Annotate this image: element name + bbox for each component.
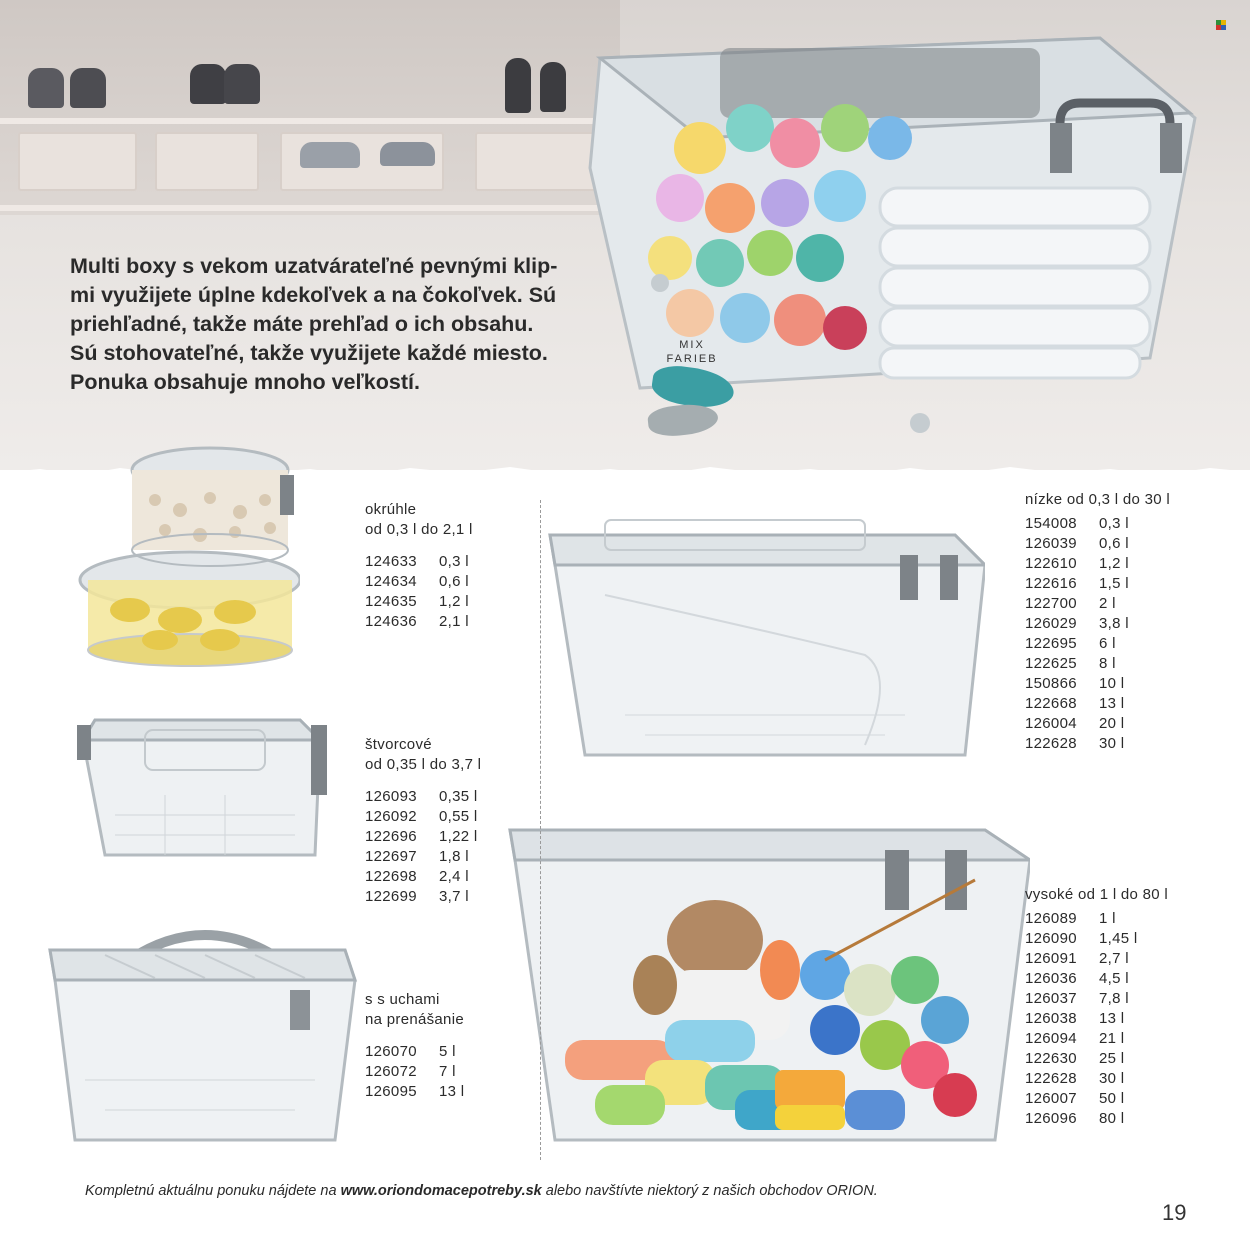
list-item bbox=[365, 1042, 464, 1062]
product-code: 154008 bbox=[1025, 515, 1077, 532]
mix-label: MIX bbox=[679, 339, 705, 351]
page-number: 19 bbox=[1162, 1200, 1187, 1225]
container-with-handles-image bbox=[45, 910, 360, 1150]
product-code: 126093 bbox=[365, 788, 417, 805]
product-code: 122630 bbox=[1025, 1050, 1077, 1067]
product-code: 126036 bbox=[1025, 970, 1077, 987]
product-size: 4,5 l bbox=[1099, 970, 1129, 987]
product-size: 13 l bbox=[1099, 695, 1125, 712]
product-code: 124635 bbox=[365, 593, 417, 610]
list-item bbox=[1025, 989, 1168, 1009]
shoe-image bbox=[190, 64, 226, 104]
square-title bbox=[365, 735, 481, 775]
product-size: 0,35 l bbox=[439, 788, 478, 805]
list-item bbox=[1025, 969, 1168, 989]
list-item bbox=[1025, 554, 1170, 574]
shoe-image bbox=[505, 58, 531, 113]
list-item bbox=[365, 1062, 464, 1082]
product-code: 122628 bbox=[1025, 735, 1077, 752]
mix-farieb-label bbox=[662, 338, 722, 366]
shoe-image bbox=[224, 64, 260, 104]
square-title-line2: od 0,35 l do 3,7 l bbox=[365, 756, 482, 773]
product-code: 126039 bbox=[1025, 535, 1077, 552]
list-item bbox=[1025, 1049, 1168, 1069]
handles-title bbox=[365, 990, 464, 1030]
product-code: 126007 bbox=[1025, 1090, 1077, 1107]
product-size: 10 l bbox=[1099, 675, 1125, 692]
product-size: 20 l bbox=[1099, 715, 1125, 732]
list-item bbox=[1025, 1029, 1168, 1049]
list-item bbox=[1025, 574, 1170, 594]
product-code: 126029 bbox=[1025, 615, 1077, 632]
product-size: 25 l bbox=[1099, 1050, 1125, 1067]
product-code: 124636 bbox=[365, 613, 417, 630]
shoe-image bbox=[540, 62, 566, 112]
product-size: 0,3 l bbox=[1099, 515, 1129, 532]
product-size: 1,8 l bbox=[439, 848, 469, 865]
product-code: 126095 bbox=[365, 1083, 417, 1100]
round-list bbox=[365, 500, 473, 632]
farieb-label: FARIEB bbox=[666, 353, 718, 365]
square-title-line1: štvorcové bbox=[365, 736, 432, 753]
corner-logo-icon bbox=[1216, 20, 1226, 30]
shoe-image bbox=[70, 68, 106, 108]
list-item bbox=[365, 552, 473, 572]
product-code: 126094 bbox=[1025, 1030, 1077, 1047]
product-size: 1 l bbox=[1099, 910, 1116, 927]
list-item bbox=[1025, 909, 1168, 929]
product-code: 126096 bbox=[1025, 1110, 1077, 1127]
product-code: 122700 bbox=[1025, 595, 1077, 612]
list-item bbox=[1025, 929, 1168, 949]
product-size: 0,6 l bbox=[439, 573, 469, 590]
list-item bbox=[1025, 734, 1170, 754]
product-size: 7,8 l bbox=[1099, 990, 1129, 1007]
closet-drawer bbox=[18, 132, 137, 191]
product-size: 3,7 l bbox=[439, 888, 469, 905]
round-title-line2: od 0,3 l do 2,1 l bbox=[365, 521, 473, 538]
handles-list bbox=[365, 990, 464, 1102]
product-size: 7 l bbox=[439, 1063, 456, 1080]
product-size: 21 l bbox=[1099, 1030, 1125, 1047]
product-code: 126070 bbox=[365, 1043, 417, 1060]
product-code: 126091 bbox=[1025, 950, 1077, 967]
list-item bbox=[365, 787, 481, 807]
low-title-line1: nízke od 0,3 l do 30 l bbox=[1025, 491, 1171, 508]
list-item bbox=[365, 867, 481, 887]
product-size: 5 l bbox=[439, 1043, 456, 1060]
round-title bbox=[365, 500, 473, 540]
closet-background bbox=[0, 0, 620, 215]
high-container-with-teddy-image bbox=[505, 820, 1030, 1160]
intro-text bbox=[70, 252, 610, 397]
list-item bbox=[365, 807, 481, 827]
list-item bbox=[365, 612, 473, 632]
list-item bbox=[365, 847, 481, 867]
low-list bbox=[1025, 490, 1170, 754]
product-size: 2,4 l bbox=[439, 868, 469, 885]
product-size: 1,2 l bbox=[1099, 555, 1129, 572]
intro-line: mi využijete úplne kdekoľvek a na čokoľvek. Sú bbox=[70, 283, 557, 307]
product-size: 80 l bbox=[1099, 1110, 1125, 1127]
handles-title-line1: s s uchami bbox=[365, 991, 440, 1008]
high-list bbox=[1025, 885, 1168, 1129]
product-code: 126089 bbox=[1025, 910, 1077, 927]
product-size: 1,22 l bbox=[439, 828, 478, 845]
product-code: 122625 bbox=[1025, 655, 1077, 672]
footer-text-post: alebo navštívte niektorý z našich obchodov ORION. bbox=[541, 1183, 878, 1199]
list-item bbox=[1025, 1009, 1168, 1029]
high-title bbox=[1025, 885, 1168, 905]
product-code: 126004 bbox=[1025, 715, 1077, 732]
product-size: 0,3 l bbox=[439, 553, 469, 570]
product-code: 122668 bbox=[1025, 695, 1077, 712]
list-item bbox=[1025, 949, 1168, 969]
list-item bbox=[1025, 654, 1170, 674]
list-item bbox=[1025, 614, 1170, 634]
handles-title-line2: na prenášanie bbox=[365, 1011, 464, 1028]
round-title-line1: okrúhle bbox=[365, 501, 417, 518]
product-code: 122695 bbox=[1025, 635, 1077, 652]
list-item bbox=[365, 887, 481, 907]
product-size: 30 l bbox=[1099, 735, 1125, 752]
intro-line: Multi boxy s vekom uzatvárateľné pevnými klip- bbox=[70, 254, 558, 278]
product-code: 122610 bbox=[1025, 555, 1077, 572]
shoe-image bbox=[380, 142, 435, 166]
high-title-line1: vysoké od 1 l do 80 l bbox=[1025, 886, 1169, 903]
round-containers-image bbox=[70, 430, 300, 670]
square-container-image bbox=[75, 695, 335, 865]
list-item bbox=[365, 827, 481, 847]
list-item bbox=[1025, 694, 1170, 714]
intro-line: Sú stohovateľné, takže využijete každé miesto. bbox=[70, 341, 548, 365]
list-item bbox=[1025, 534, 1170, 554]
product-size: 1,5 l bbox=[1099, 575, 1129, 592]
product-size: 1,2 l bbox=[439, 593, 469, 610]
product-size: 2,1 l bbox=[439, 613, 469, 630]
list-item bbox=[1025, 674, 1170, 694]
product-size: 13 l bbox=[1099, 1010, 1125, 1027]
product-size: 3,8 l bbox=[1099, 615, 1129, 632]
list-item bbox=[365, 1082, 464, 1102]
closet-shelf bbox=[0, 205, 620, 211]
product-size: 13 l bbox=[439, 1083, 465, 1100]
hero-photo bbox=[0, 0, 1250, 470]
product-code: 122698 bbox=[365, 868, 417, 885]
product-code: 124633 bbox=[365, 553, 417, 570]
product-size: 6 l bbox=[1099, 635, 1116, 652]
product-code: 124634 bbox=[365, 573, 417, 590]
product-code: 122697 bbox=[365, 848, 417, 865]
product-code: 126037 bbox=[1025, 990, 1077, 1007]
list-item bbox=[1025, 514, 1170, 534]
list-item bbox=[365, 572, 473, 592]
shoe-image bbox=[28, 68, 64, 108]
product-size: 8 l bbox=[1099, 655, 1116, 672]
product-size: 0,55 l bbox=[439, 808, 478, 825]
closet-shelf bbox=[0, 118, 620, 124]
intro-line: priehľadné, takže máte prehľad o ich obsahu. bbox=[70, 312, 534, 336]
product-size: 30 l bbox=[1099, 1070, 1125, 1087]
website-link[interactable]: www.oriondomacepotreby.sk bbox=[340, 1183, 542, 1199]
list-item bbox=[365, 592, 473, 612]
product-size: 2 l bbox=[1099, 595, 1116, 612]
shoe-image bbox=[300, 142, 360, 168]
product-size: 0,6 l bbox=[1099, 535, 1129, 552]
low-container-image bbox=[545, 515, 985, 765]
product-code: 126038 bbox=[1025, 1010, 1077, 1027]
product-code: 122696 bbox=[365, 828, 417, 845]
low-title bbox=[1025, 490, 1170, 510]
product-size: 1,45 l bbox=[1099, 930, 1138, 947]
product-code: 122628 bbox=[1025, 1070, 1077, 1087]
list-item bbox=[1025, 714, 1170, 734]
product-code: 122699 bbox=[365, 888, 417, 905]
closet-drawer bbox=[155, 132, 259, 191]
product-code: 126090 bbox=[1025, 930, 1077, 947]
list-item bbox=[1025, 634, 1170, 654]
product-size: 2,7 l bbox=[1099, 950, 1129, 967]
list-item bbox=[1025, 1089, 1168, 1109]
product-code: 150866 bbox=[1025, 675, 1077, 692]
product-code: 126092 bbox=[365, 808, 417, 825]
list-item bbox=[1025, 594, 1170, 614]
list-item bbox=[1025, 1069, 1168, 1089]
dashed-divider bbox=[540, 500, 541, 1160]
product-size: 50 l bbox=[1099, 1090, 1125, 1107]
square-list bbox=[365, 735, 481, 907]
product-code: 122616 bbox=[1025, 575, 1077, 592]
footer-text-pre: Kompletnú aktuálnu ponuku nájdete na bbox=[85, 1183, 341, 1199]
intro-line: Ponuka obsahuje mnoho veľkostí. bbox=[70, 370, 420, 394]
product-code: 126072 bbox=[365, 1063, 417, 1080]
list-item bbox=[1025, 1109, 1168, 1129]
footer-note bbox=[85, 1183, 878, 1199]
